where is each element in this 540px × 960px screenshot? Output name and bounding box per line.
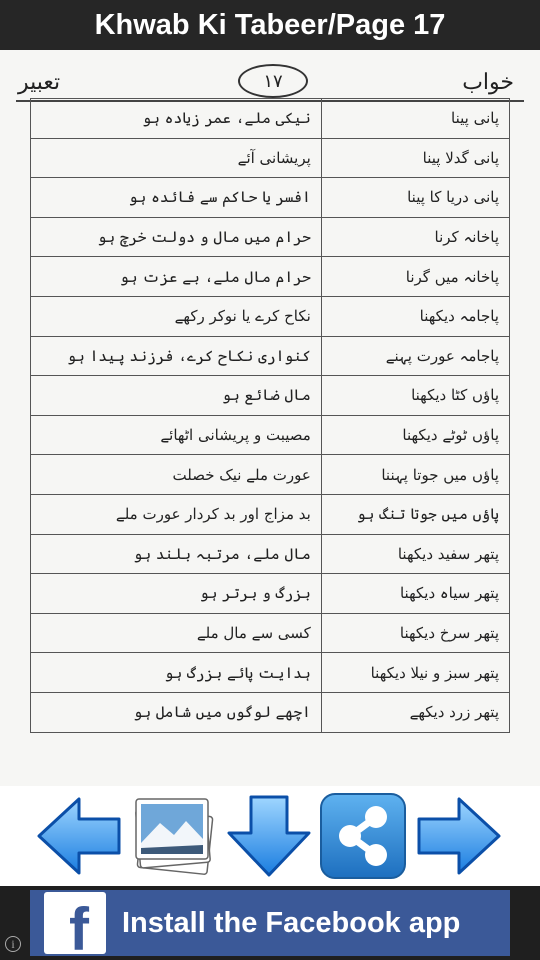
share-icon	[318, 791, 408, 881]
ad-text: Install the Facebook app	[122, 906, 461, 939]
dream-cell: پتھر سیاہ دیکھنا	[321, 574, 509, 614]
table-row	[31, 296, 510, 336]
next-page-button[interactable]	[414, 790, 504, 882]
interpretation-cell: نیکی ملے، عمر زیادہ ہو	[31, 99, 322, 139]
ad-info-icon[interactable]: i	[5, 936, 21, 952]
dream-cell: پاؤں ٹوٹے دیکھنا	[321, 415, 509, 455]
facebook-ad-banner[interactable]	[30, 890, 510, 956]
table-row	[31, 257, 510, 297]
dream-cell: پانی گدلا پینا	[321, 138, 509, 178]
interpretation-cell: نکاح کرے یا نوکر رکھے	[31, 296, 322, 336]
interpretation-cell: بد مزاج اور بد کردار عورت ملے	[31, 494, 322, 534]
interpretation-cell: اچھے لوگوں میں شامل ہو	[31, 692, 322, 732]
interpretation-cell: مال ضائع ہو	[31, 376, 322, 416]
interpretation-cell: بزرگ و برتر ہو	[31, 574, 322, 614]
table-row	[31, 692, 510, 732]
interpretation-cell: عورت ملے نیک خصلت	[31, 455, 322, 495]
right-arrow-icon	[415, 795, 503, 877]
dream-cell: پتھر سرخ دیکھنا	[321, 613, 509, 653]
table-row	[31, 455, 510, 495]
dream-cell: پاؤں کٹا دیکھنا	[321, 376, 509, 416]
header-dream-label: خواب	[462, 70, 514, 95]
book-page	[0, 50, 540, 786]
interpretation-cell: کسی سے مال ملے	[31, 613, 322, 653]
dream-cell: پتھر سبز و نیلا دیکھنا	[321, 653, 509, 693]
interpretation-cell: حرام مال ملے، بے عزت ہو	[31, 257, 322, 297]
table-row	[31, 376, 510, 416]
facebook-logo-icon: f	[44, 892, 106, 954]
interpretation-cell: کنواری نکاح کرے، فرزند پیدا ہو	[31, 336, 322, 376]
table-row	[31, 613, 510, 653]
dream-cell: پاجامہ عورت پہنے	[321, 336, 509, 376]
table-row	[31, 415, 510, 455]
dream-cell: پانی دریا کا پینا	[321, 178, 509, 218]
photo-stack-icon	[130, 793, 220, 879]
dream-cell: پانی پینا	[321, 99, 509, 139]
dream-cell: پتھر زرد دیکھے	[321, 692, 509, 732]
table-row	[31, 494, 510, 534]
interpretation-cell: افسر یا حاکم سے فائدہ ہو	[31, 178, 322, 218]
table-row	[31, 217, 510, 257]
interpretation-cell: مال ملے، مرتبہ بلند ہو	[31, 534, 322, 574]
table-row	[31, 178, 510, 218]
dream-cell: پاؤں میں جوتا پہننا	[321, 455, 509, 495]
interpretation-cell: پریشانی آئے	[31, 138, 322, 178]
interpretation-cell: حرام میں مال و دولت خرچ ہو	[31, 217, 322, 257]
header-meaning-label: تعبیر	[18, 70, 61, 95]
table-row	[31, 653, 510, 693]
ad-container	[0, 886, 540, 960]
table-row	[31, 138, 510, 178]
table-row	[31, 534, 510, 574]
bottom-toolbar	[0, 786, 540, 886]
dream-table	[30, 98, 510, 733]
previous-page-button[interactable]	[34, 790, 124, 882]
down-arrow-icon	[225, 793, 313, 879]
dream-cell: پاجامہ دیکھنا	[321, 296, 509, 336]
table-row	[31, 574, 510, 614]
interpretation-cell: مصیبت و پریشانی اٹھائے	[31, 415, 322, 455]
download-button[interactable]	[224, 790, 314, 882]
page-number-badge: ١٧	[238, 64, 308, 98]
dream-cell: پاؤں میں جوتا تنگ ہو	[321, 494, 509, 534]
dream-cell: پاخانہ میں گرنا	[321, 257, 509, 297]
share-button[interactable]	[318, 790, 408, 882]
dream-cell: پاخانہ کرنا	[321, 217, 509, 257]
left-arrow-icon	[35, 795, 123, 877]
table-row	[31, 99, 510, 139]
dream-cell: پتھر سفید دیکھنا	[321, 534, 509, 574]
app-title-bar	[0, 0, 540, 50]
table-row	[31, 336, 510, 376]
page-title: Khwab Ki Tabeer/Page 17	[94, 8, 446, 41]
gallery-button[interactable]	[130, 790, 220, 882]
interpretation-cell: ہدایت پائے بزرگ ہو	[31, 653, 322, 693]
